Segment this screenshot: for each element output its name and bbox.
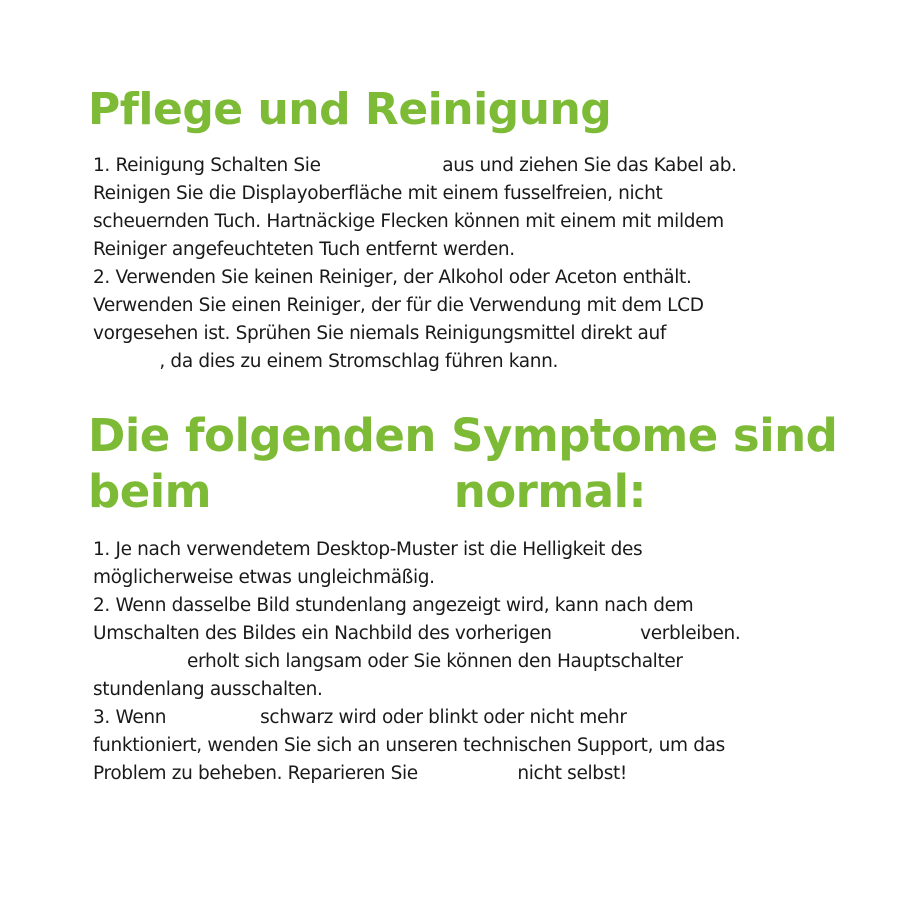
text-line: Problem zu beheben. Reparieren Sie nicht selbst!: [93, 763, 627, 784]
normal-symptoms-text: [93, 536, 740, 788]
text-line: 3. Wenn schwarz wird oder blinkt oder nicht mehr: [93, 707, 627, 728]
text-line: erholt sich langsam oder Sie können den Hauptschalter: [93, 651, 683, 672]
heading-line: Die folgenden Symptome sind: [88, 409, 838, 462]
text-line: stundenlang ausschalten.: [93, 679, 323, 700]
text-line: vorgesehen ist. Sprühen Sie niemals Reinigungsmittel direkt auf: [93, 323, 667, 344]
text-line: Verwenden Sie einen Reiniger, der für die Verwendung mit dem LCD: [93, 295, 704, 316]
care-cleaning-text: [93, 152, 737, 376]
text-line: Reiniger angefeuchteten Tuch entfernt werden.: [93, 239, 515, 260]
text-line: funktioniert, wenden Sie sich an unseren technischen Support, um das: [93, 735, 725, 756]
text-line: Reinigen Sie die Displayoberfläche mit einem fusselfreien, nicht: [93, 183, 663, 204]
text-line: 2. Wenn dasselbe Bild stundenlang angezeigt wird, kann nach dem: [93, 595, 694, 616]
text-line: Umschalten des Bildes ein Nachbild des vorherigen verbleiben.: [93, 623, 741, 644]
text-line: scheuernden Tuch. Hartnäckige Flecken können mit einem mit mildem: [93, 211, 724, 232]
text-line: möglicherweise etwas ungleichmäßig.: [93, 567, 435, 588]
text-line: 1. Je nach verwendetem Desktop-Muster ist die Helligkeit des: [93, 539, 643, 560]
text-line: 1. Reinigung Schalten Sie aus und ziehen Sie das Kabel ab.: [93, 155, 737, 176]
text-line: , da dies zu einem Stromschlag führen kann.: [93, 351, 559, 372]
care-cleaning-heading: Pflege und Reinigung: [88, 84, 612, 135]
text-line: 2. Verwenden Sie keinen Reiniger, der Alkohol oder Aceton enthält.: [93, 267, 692, 288]
heading-line: beim normal:: [88, 465, 647, 518]
normal-symptoms-heading: [88, 408, 837, 520]
